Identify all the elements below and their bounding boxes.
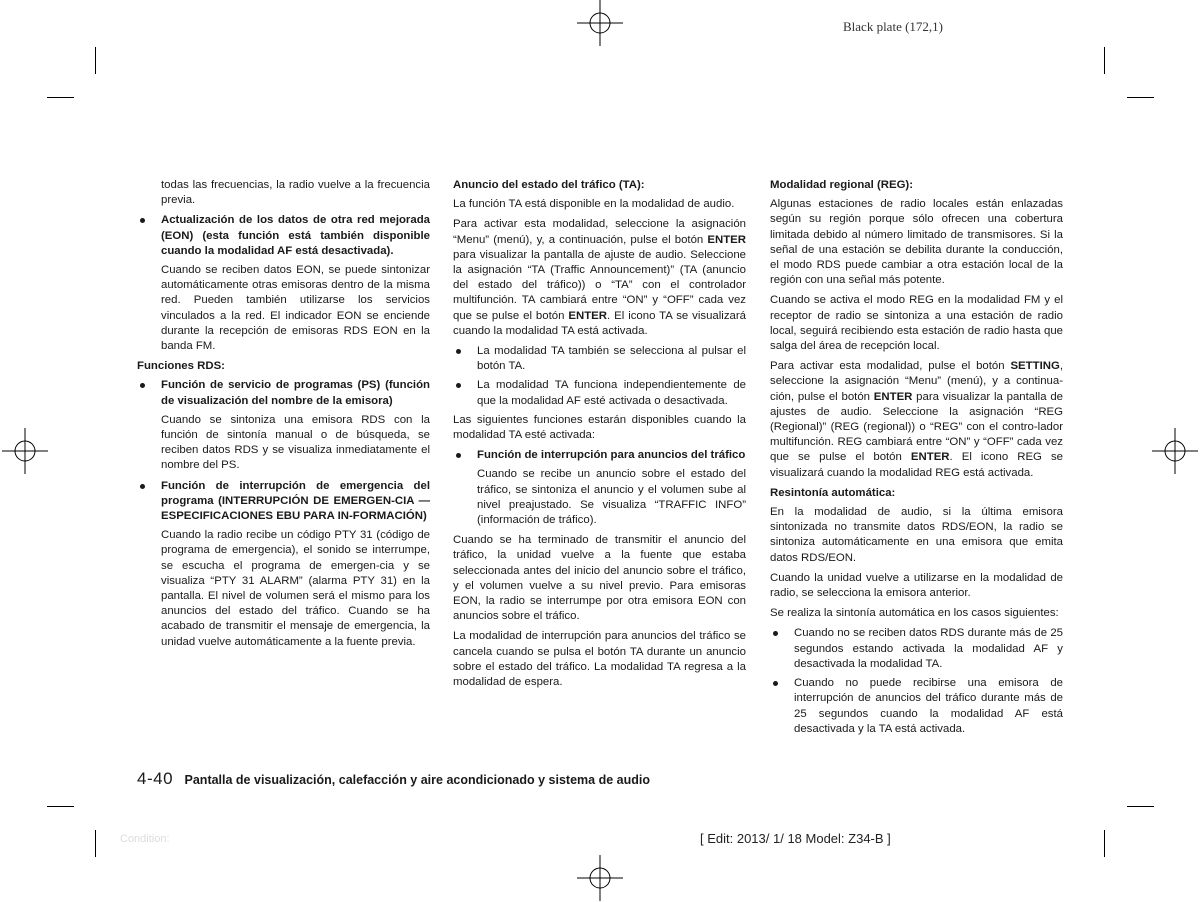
paragraph: Cuando la radio recibe un código PTY 31 (código de programa de emergencia), el sonido se interrumpe, se escucha el programa de emergen-cia y se visualiza “PTY 31 ALARM” (alarma PTY 31) en la pantalla. El nivel de volumen será el mismo para los anuncios del estado del tráfico. Cuando se ha acabado de transmitir el mensaje de emergencia, la unidad vuelve automáticamente a la fuente previa. [161,529,430,648]
paragraph: En la modalidad de audio, si la última emisora sintonizada no transmite datos RDS/EON, la radio se sintoniza automáticamente en una emisora que emita datos RDS/EON. [770,506,1063,564]
section-heading-resync: Resintonía automática: [770,486,896,499]
bullet-icon [456,453,461,458]
bullet-icon [456,383,461,388]
registration-mark-right [1152,428,1198,474]
bullet-item: Cuando no se reciben datos RDS durante más de 25 segundos estando activada la modalidad AF y desactivada la modalidad TA. [770,626,1063,672]
bullet-item: Cuando no puede recibirse una emisora de interrupción de anuncios del tráfico durante más de 25 segundos cuando la modalidad AF está desactivada y la TA está activada. [770,676,1063,737]
paragraph: Para activar esta modalidad, pulse el botón SETTING, seleccione la asignación “Menu” (menú), y a continua-ción, pulse el botón ENTER para visualizar la pantalla de ajustes de audio. Seleccione la asignación “REG (Regional)” (REG (regional)) o “REG” con el contro-lador multifunción. REG cambiará entre “ON” y “OFF” cada vez que se pulse el botón ENTER. El icono REG se visualizará cuando la modalidad REG está activada. [770,360,1063,479]
paragraph: La modalidad de interrupción para anuncios del tráfico se cancela cuando se pulsa el botón TA durante un anuncio sobre el estado del tráfico. La modalidad TA regresa a la modalidad de espera. [453,630,746,689]
enter-button-label: ENTER [707,233,746,246]
section-title: Pantalla de visualización, calefacción y aire acondicionado y sistema de audio [184,773,650,787]
column-3 [770,178,1063,741]
registration-mark-top [577,0,623,46]
paragraph: La función TA está disponible en la modalidad de audio. [453,198,735,211]
bullet-item: La modalidad TA funciona independientemente de que la modalidad AF esté activada o desactivada. [453,378,746,408]
paragraph: Cuando se ha terminado de transmitir el anuncio del tráfico, la unidad vuelve a la fuente que estaba seleccionada antes del inicio del anuncio sobre el tráfico, y el volumen vuelve a su nivel previo. Para emisoras EON, la radio se interrumpe por otra emisora EON con anuncios sobre el tráfico. [453,534,746,623]
paragraph: Se realiza la sintonía automática en los casos siguientes: [770,607,1059,620]
bullet-icon [773,681,778,686]
section-heading-rds: Funciones RDS: [137,360,225,373]
enter-button-label: ENTER [568,309,607,322]
page-footer [137,769,650,789]
enter-button-label: ENTER [873,390,913,403]
page-number: 4-40 [137,769,174,788]
registration-mark-left [2,428,48,474]
section-heading-reg: Modalidad regional (REG): [770,179,914,191]
condition-label: Condition: [120,833,170,845]
crop-mark [47,806,74,807]
crop-mark [95,47,96,74]
section-heading-ta: Anuncio del estado del tráfico (TA): [453,179,645,191]
plate-label: Black plate (172,1) [843,19,943,34]
paragraph: Cuando se reciben datos EON, se puede sintonizar automáticamente otras emisoras dentro de la misma red. Pueden también utilizarse los servicios vinculados a la red. El indicador EON se enciende durante la recepción de emisoras RDS EON en la banda FM. [161,264,430,353]
crop-mark [95,830,96,857]
bullet-icon [773,631,778,636]
bullet-icon [140,218,145,223]
paragraph: Cuando se sintoniza una emisora RDS con la función de sintonía manual o de búsqueda, se reciben datos RDS y se visualiza inmediatamente el nombre del PS. [161,413,430,472]
bullet-heading-ps: Función de servicio de programas (PS) (función de visualización del nombre de la emisora) [137,378,430,408]
bullet-icon [140,383,145,388]
paragraph: Cuando se recibe un anuncio sobre el estado del tráfico, se sintoniza el anuncio y el volumen sube al nivel preajustado. Se visualiza “TRAFFIC INFO” (información de tráfico). [477,468,746,527]
bullet-item: La modalidad TA también se selecciona al pulsar el botón TA. [453,344,746,374]
bullet-heading-eon: Actualización de los datos de otra red mejorada (EON) (esta función está también disponible cuando la modalidad AF está desactivada). [137,213,430,259]
bullet-heading-interrupt: Función de interrupción para anuncios del tráfico [453,448,746,463]
crop-mark [1104,47,1105,74]
bullet-icon [456,349,461,354]
paragraph: Algunas estaciones de radio locales están enlazadas según su región porque sólo ofrecen una cobertura limitada debido al número limitado de transmisores. Si la señal de una estación se debilita durante la conducción, el modo RDS puede cambiar a otra estación local de la región con una señal más potente. [770,198,1063,287]
crop-mark [1104,830,1105,857]
crop-mark [1127,806,1154,807]
column-1 [137,178,430,655]
registration-mark-bottom [577,855,623,901]
setting-button-label: SETTING [1010,360,1060,373]
crop-mark [47,97,74,98]
enter-button-label: ENTER [910,451,950,464]
crop-mark [1127,97,1154,98]
column-2 [453,178,746,695]
bullet-icon [140,484,145,489]
paragraph: todas las frecuencias, la radio vuelve a la frecuencia previa. [161,179,430,207]
paragraph: Cuando la unidad vuelve a utilizarse en la modalidad de radio, se selecciona la emisora anterior. [770,571,1063,600]
paragraph: Cuando se activa el modo REG en la modalidad FM y el receptor de radio se sintoniza a una estación de radio local, seguirá recibiendo esta estación de radio hasta que salga del área de recepción local. [770,294,1063,353]
paragraph: Para activar esta modalidad, seleccione la asignación “Menu” (menú), y, a continuación, pulse el botón ENTER para visualizar la pantalla de ajuste de audio. Seleccione la asignación “TA (Traffic Announcement)” (TA (anuncio del estado del tráfico)) o “TA” con el controlador multifunción. TA cambiará entre “ON” y “OFF” cada vez que se pulse el botón ENTER. El icono TA se visualizará cuando la modalidad TA está activada. [453,218,746,337]
edit-info: [ Edit: 2013/ 1/ 18 Model: Z34-B ] [700,831,891,846]
bullet-heading-emergency: Función de interrupción de emergencia del programa (INTERRUPCIÓN DE EMERGEN-CIA — ESPECIFICACIONES EBU PARA IN-FORMACIÓN) [137,479,430,525]
paragraph: Las siguientes funciones estarán disponibles cuando la modalidad TA esté activada: [453,413,746,442]
